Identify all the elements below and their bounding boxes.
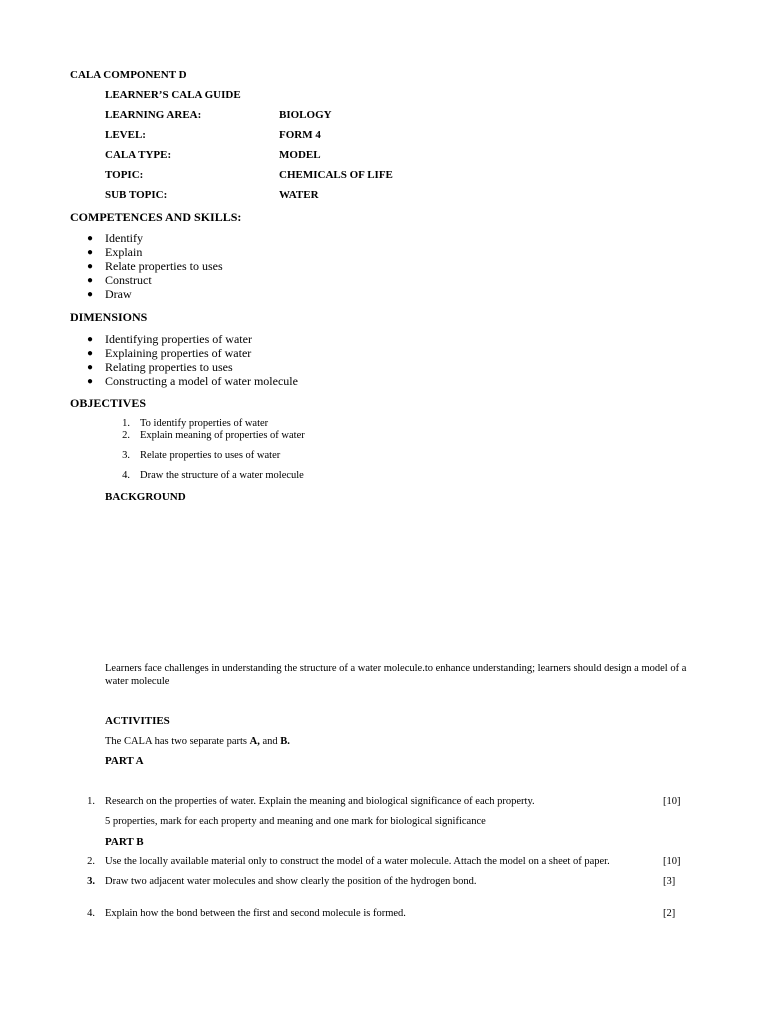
intro-part-a: A, [249, 736, 260, 747]
task-note: 5 properties, mark for each property and meaning and one mark for biological significance [105, 816, 486, 827]
component-title: CALA COMPONENT D [70, 69, 187, 81]
bullet-icon: ● [87, 275, 94, 286]
objectives-heading: OBJECTIVES [70, 396, 147, 410]
objective-text: Explain meaning of properties of water [140, 430, 305, 441]
objective-number: 1. [122, 418, 130, 429]
intro-text: The CALA has two separate parts [105, 736, 250, 747]
task-text: Research on the properties of water. Explain the meaning and biological significance of each property. [105, 796, 535, 807]
task-text: Explain how the bond between the first and second molecule is formed. [105, 908, 406, 919]
list-item: Draw [105, 287, 132, 301]
task-number: 2. [87, 856, 95, 867]
list-item: Constructing a model of water molecule [105, 374, 298, 388]
bullet-icon: ● [87, 233, 94, 244]
info-value: BIOLOGY [279, 109, 332, 121]
bullet-icon: ● [87, 289, 94, 300]
task-marks: [10] [663, 856, 681, 867]
part-a-heading: PART A [105, 755, 144, 767]
info-label: LEVEL: [105, 129, 146, 141]
task-number: 1. [87, 796, 95, 807]
list-item: Explain [105, 245, 143, 259]
list-item: Identify [105, 231, 143, 245]
objective-text: Draw the structure of a water molecule [140, 470, 304, 481]
task-number: 4. [87, 908, 95, 919]
task-marks: [3] [663, 876, 676, 887]
bullet-icon: ● [87, 247, 94, 258]
objective-number: 2. [122, 430, 130, 441]
info-label: CALA TYPE: [105, 149, 172, 161]
task-marks: [10] [663, 796, 681, 807]
bullet-icon: ● [87, 348, 94, 359]
bullet-icon: ● [87, 334, 94, 345]
info-value: FORM 4 [279, 129, 321, 141]
background-text-line1: Learners face challenges in understanding the structure of a water molecule.to enhance understanding; learners should design a model of a [105, 663, 687, 674]
objective-number: 4. [122, 470, 130, 481]
info-label: SUB TOPIC: [105, 189, 168, 201]
background-text-line2: water molecule [105, 676, 170, 687]
competences-heading: COMPETENCES AND SKILLS: [70, 210, 242, 224]
info-label: LEARNING AREA: [105, 109, 202, 121]
bullet-icon: ● [87, 362, 94, 373]
activities-intro [105, 736, 290, 747]
objective-number: 3. [122, 450, 130, 461]
bullet-icon: ● [87, 261, 94, 272]
task-marks: [2] [663, 908, 676, 919]
info-label: TOPIC: [105, 169, 144, 181]
background-heading: BACKGROUND [105, 491, 186, 503]
guide-title: LEARNER’S CALA GUIDE [105, 89, 241, 101]
info-value: MODEL [279, 149, 321, 161]
intro-part-b: B. [280, 736, 290, 747]
list-item: Identifying properties of water [105, 332, 252, 346]
objective-text: Relate properties to uses of water [140, 450, 281, 461]
list-item: Construct [105, 273, 152, 287]
objective-text: To identify properties of water [140, 418, 269, 429]
info-value: WATER [279, 189, 319, 201]
dimensions-heading: DIMENSIONS [70, 310, 148, 324]
activities-heading: ACTIVITIES [105, 715, 170, 727]
task-number: 3. [87, 876, 95, 887]
info-value: CHEMICALS OF LIFE [279, 169, 393, 181]
task-text: Draw two adjacent water molecules and show clearly the position of the hydrogen bond. [105, 876, 477, 887]
list-item: Explaining properties of water [105, 346, 252, 360]
list-item: Relate properties to uses [105, 259, 223, 273]
intro-and: and [259, 736, 281, 747]
part-b-heading: PART B [105, 836, 144, 848]
bullet-icon: ● [87, 376, 94, 387]
list-item: Relating properties to uses [105, 360, 233, 374]
task-text: Use the locally available material only to construct the model of a water molecule. Attach the model on a sheet of paper. [105, 856, 610, 867]
